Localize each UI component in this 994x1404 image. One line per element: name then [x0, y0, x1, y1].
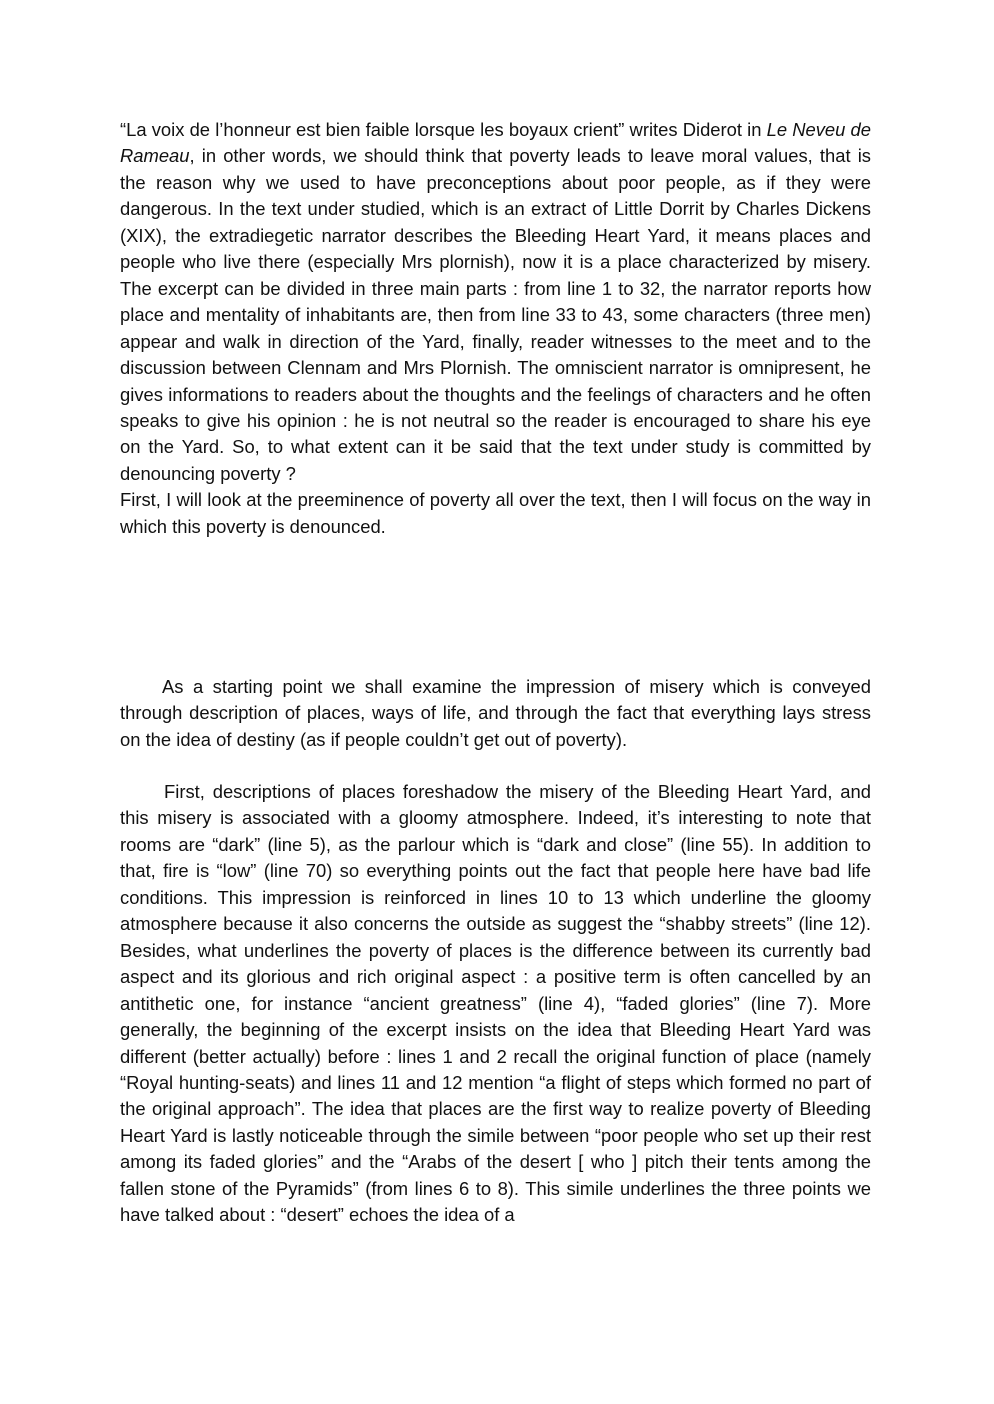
intro-text-start: “La voix de l’honneur est bien faible lorsque les boyaux crient” writes Diderot in: [120, 119, 767, 140]
introduction-block: [120, 117, 871, 540]
first-section-block: [120, 779, 871, 1229]
intro-text-rest: , in other words, we should think that poverty leads to leave moral values, that is the reason why we used to have preconceptions about poor people, as if they were dangerous. In the text under studied, which is an extract of Little Dorrit by Charles Dickens (XIX), the extradiegetic narrator describes the Bleeding Heart Yard, it means places and people who live there (especially Mrs plornish), now it is a place characterized by misery. The excerpt can be divided in three main parts : from line 1 to 32, the narrator reports how place and mentality of inhabitants are, then from line 33 to 43, some characters (three men) appear and walk in direction of the Yard, finally, reader witnesses to the meet and to the discussion between Clennam and Mrs Plornish. The omniscient narrator is omnipresent, he gives informations to readers about the thoughts and the feelings of characters and he often speaks to give his opinion : he is not neutral so the reader is encouraged to share his eye on the Yard. So, to what extent can it be said that the text under study is committed by denouncing poverty ?: [120, 145, 871, 484]
introduction-paragraph: [120, 117, 871, 487]
first-section-paragraph: First, descriptions of places foreshadow the misery of the Bleeding Heart Yard, and this misery is associated with a gloomy atmosphere. Indeed, it’s interesting to note that rooms are “dark” (line 5), as the parlour which is “dark and close” (line 55). In addition to that, fire is “low” (line 70) so everything points out the fact that people here have bad life conditions. This impression is reinforced in lines 10 to 13 which underline the gloomy atmosphere because it also concerns the outside as suggest the “shabby streets” (line 12). Besides, what underlines the poverty of places is the difference between its currently bad aspect and its glorious and rich original aspect : a positive term is often cancelled by an antithetic one, for instance “ancient greatness” (line 4), “faded glories” (line 7). More generally, the beginning of the excerpt insists on the idea that Bleeding Heart Yard was different (better actually) before : lines 1 and 2 recall the original function of place (namely “Royal hunting-seats) and lines 11 and 12 mention “a flight of steps which formed no part of the original approach”. The idea that places are the first way to realize poverty of Bleeding Heart Yard is lastly noticeable through the simile between “poor people who set up their rest among its faded glories” and the “Arabs of the desert [ who ] pitch their tents among the fallen stone of the Pyramids” (from lines 6 to 8). This simile underlines the three points we have talked about : “desert” echoes the idea of a: [120, 781, 871, 1226]
starting-point-block: [120, 674, 871, 753]
book-title: Le Neveu de Rameau: [120, 119, 871, 167]
starting-point-paragraph: As a starting point we shall examine the impression of misery which is conveyed through description of places, ways of life, and through the fact that everything lays stress on the idea of destiny (as if people couldn’t get out of poverty).: [120, 676, 871, 750]
plan-paragraph: First, I will look at the preeminence of poverty all over the text, then I will focus on the way in which this poverty is denounced.: [120, 489, 871, 537]
